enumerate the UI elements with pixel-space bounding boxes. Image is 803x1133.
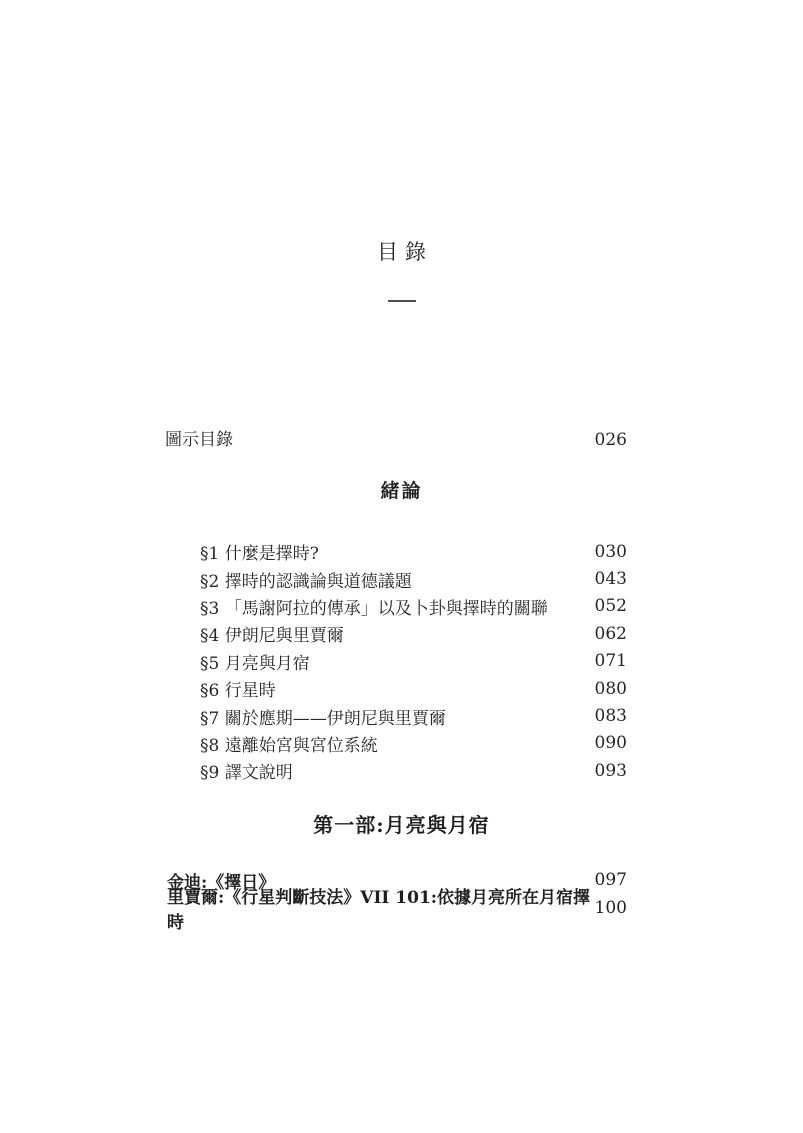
- entry-label: §8 遠離始宮與宮位系統: [200, 735, 378, 756]
- part-one-toc-list: [167, 866, 627, 933]
- entry-label: §5 月亮與月宿: [200, 653, 310, 674]
- toc-entry: [200, 730, 627, 757]
- entry-label: §3 「馬謝阿拉的傳承」以及卜卦與擇時的關聯: [200, 598, 548, 619]
- toc-entry: [200, 702, 627, 729]
- part-one-heading: 第一部:月亮與月宿: [313, 813, 490, 837]
- toc-entry: [200, 675, 627, 702]
- entry-page-number: 083: [594, 706, 627, 727]
- entry-page-number: 062: [594, 623, 627, 644]
- entry-label: §4 伊朗尼與里賈爾: [200, 626, 344, 647]
- title-divider-rule: [388, 300, 416, 302]
- entry-page-number: 071: [594, 651, 627, 672]
- toc-entry-list-of-figures: [165, 430, 627, 451]
- toc-entry: [200, 757, 627, 784]
- entry-page-number: 080: [594, 678, 627, 699]
- entry-label: 里賈爾:《行星判斷技法》VII 101:依據月亮所在月宿擇時: [167, 888, 591, 933]
- toc-entry: [200, 620, 627, 647]
- entry-page-number: 043: [594, 569, 627, 590]
- toc-entry: [200, 648, 627, 675]
- entry-label: §1 什麼是擇時?: [200, 544, 319, 565]
- entry-page-number: 052: [594, 596, 627, 617]
- page-title: 目錄: [377, 240, 433, 264]
- entry-label: 金迪:《擇日》: [167, 872, 276, 893]
- toc-entry: [200, 593, 627, 620]
- intro-toc-list: [200, 538, 627, 785]
- entry-page-number: 026: [594, 430, 627, 450]
- toc-entry: [167, 888, 627, 933]
- entry-page-number: 100: [594, 898, 627, 918]
- entry-label: §7 關於應期——伊朗尼與里賈爾: [200, 708, 446, 729]
- entry-label: 圖示目錄: [165, 430, 233, 450]
- entry-label: §2 擇時的認識論與道德議題: [200, 571, 412, 592]
- entry-label: §9 譯文說明: [200, 763, 293, 784]
- entry-page-number: 093: [594, 760, 627, 781]
- toc-entry: [200, 538, 627, 565]
- entry-label: §6 行星時: [200, 681, 276, 702]
- entry-page-number: 097: [594, 870, 627, 890]
- entry-page-number: 030: [594, 541, 627, 562]
- toc-entry: [200, 565, 627, 592]
- entry-page-number: 090: [594, 733, 627, 754]
- intro-section-heading: 緒論: [380, 480, 423, 502]
